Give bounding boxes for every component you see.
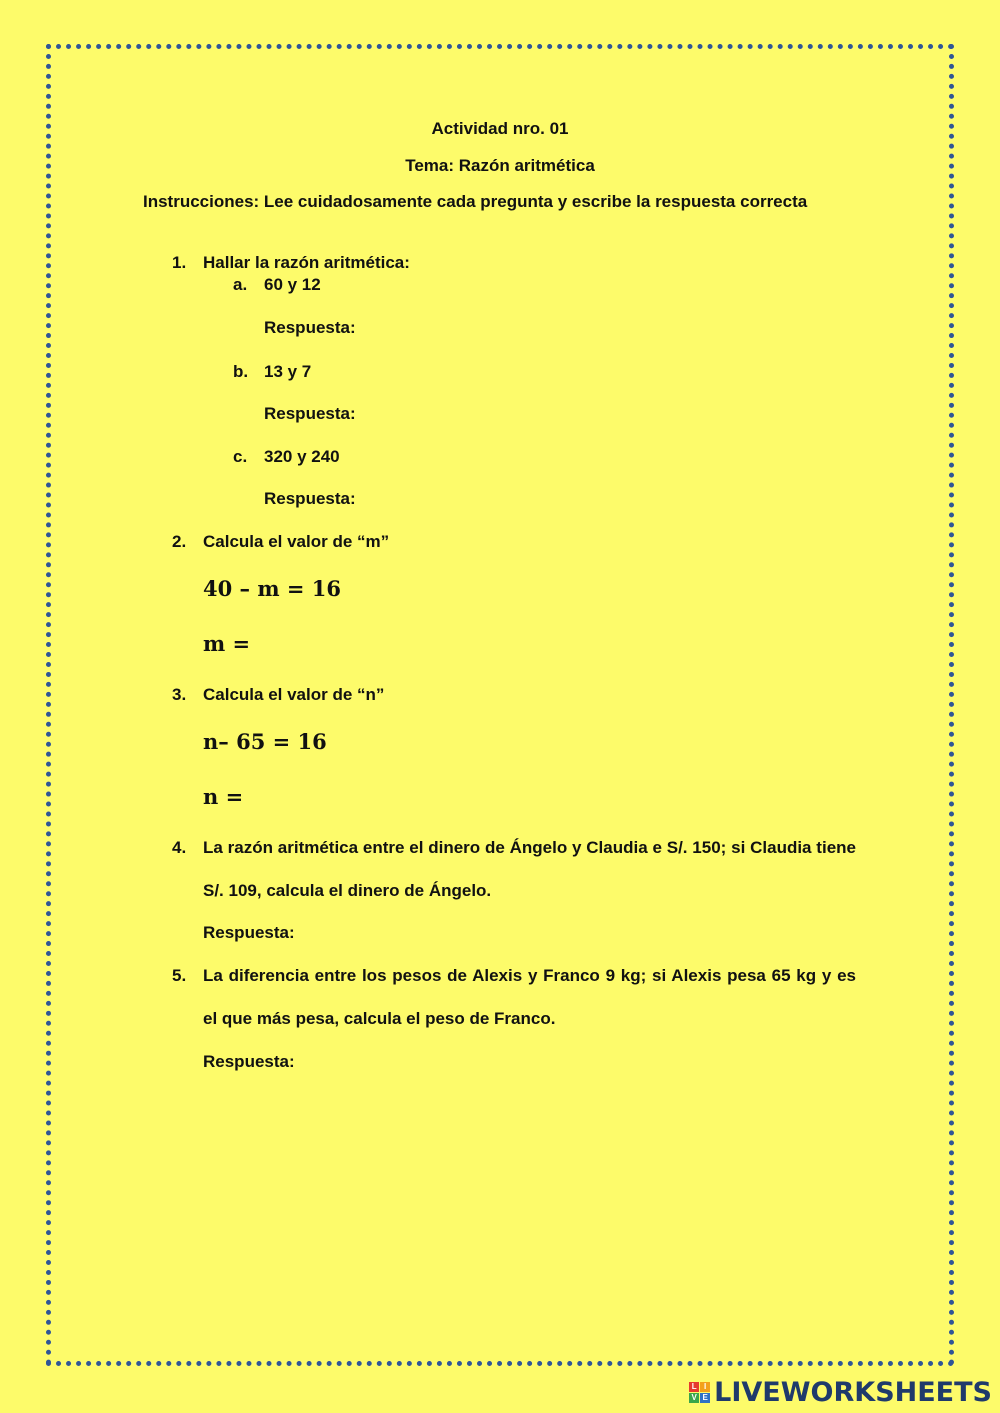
instructions-text: Instrucciones: Lee cuidadosamente cada pregunta y escribe la respuesta correcta [143,192,808,211]
q4-answer-label[interactable]: Respuesta: [203,923,295,942]
q4-text: La razón aritmética entre el dinero de Ángelo y Claudia e S/. 150; si Claudia tiene S/. 109, calcula el dinero de Ángelo. [203,838,856,900]
q2-number: 2. [172,532,187,551]
q1b-answer-label[interactable]: Respuesta: [264,404,356,423]
q1-number: 1. [172,253,187,272]
liveworksheets-logo [689,1377,992,1407]
q1a-letter: a. [233,275,248,294]
q1a-text: 60 y 12 [264,275,321,294]
q3-text: Calcula el valor de “n” [203,685,385,704]
q1c-letter: c. [233,447,248,466]
q2-text: Calcula el valor de “m” [203,532,390,551]
q3-number: 3. [172,685,187,704]
logo-letter-e: E [700,1393,710,1403]
q5-number: 5. [172,966,187,985]
q1c-answer-label[interactable]: Respuesta: [264,489,356,508]
activity-title: Actividad nro. 01 [431,119,569,138]
q3-equation: n– 65 = 16 [203,729,327,754]
q1c-text: 320 y 240 [264,447,340,466]
q2-answer-field[interactable]: m = [203,631,251,656]
q5-answer-label[interactable]: Respuesta: [203,1052,295,1071]
logo-text: LIVEWORKSHEETS [714,1376,992,1408]
topic-heading: Tema: Razón aritmética [405,156,595,175]
q4-number: 4. [172,838,187,857]
q1a-answer-label[interactable]: Respuesta: [264,318,356,337]
logo-letter-l: L [689,1382,699,1392]
logo-letter-v: V [689,1393,699,1403]
q1b-text: 13 y 7 [264,362,312,381]
logo-mark-icon [689,1382,710,1403]
dotted-page-border [46,44,954,1366]
q1b-letter: b. [233,362,249,381]
q2-equation: 40 – m = 16 [203,576,342,601]
q5-text: La diferencia entre los pesos de Alexis y Franco 9 kg; si Alexis pesa 65 kg y es el que más pesa, calcula el peso de Franco. [203,966,856,1028]
q3-answer-field[interactable]: n = [203,784,244,809]
logo-letter-i: I [700,1382,710,1392]
q1-text: Hallar la razón aritmética: [203,253,410,272]
